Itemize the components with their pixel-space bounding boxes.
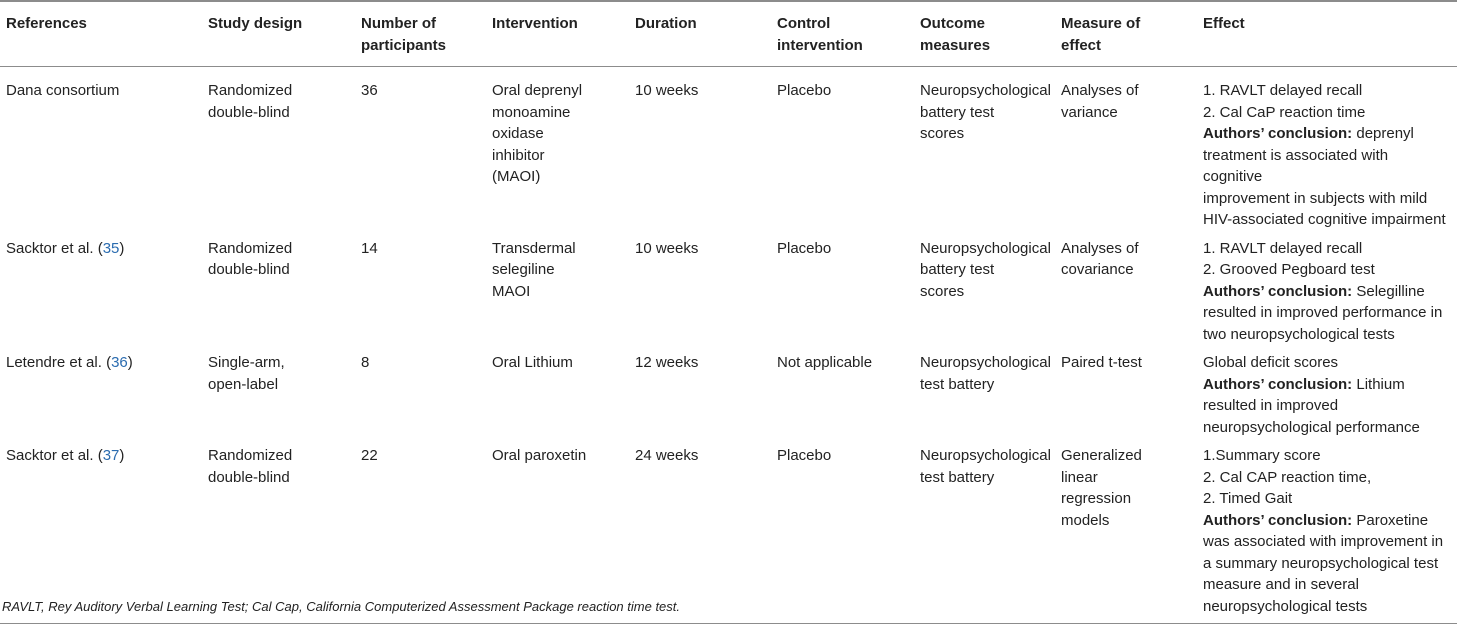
cell-outcome-measures: Neuropsychological battery test scores [920, 82, 1051, 142]
cell-control-intervention: Placebo [771, 440, 914, 624]
cell-outcome-measures: Neuropsychological test battery [914, 440, 1055, 624]
cell-study-design: Randomized double-blind [202, 440, 355, 624]
cell-control-intervention: Not applicable [777, 354, 873, 371]
table-row [0, 440, 1457, 624]
table-footnote: RAVLT, Rey Auditory Verbal Learning Test; Cal Cap, California Computerized Assessment Package reaction time test. [2, 599, 681, 614]
reference-link-35[interactable]: 35 [102, 239, 120, 257]
conclusion-label: Authors’ conclusion: [1203, 511, 1353, 529]
cell-measure-of-effect: Generalized linear regression models [1055, 440, 1197, 624]
cell-reference: Dana consortium [6, 82, 120, 99]
cell-duration: 10 weeks [635, 82, 699, 99]
cell-participants: 36 [361, 82, 378, 99]
cell-control-intervention: Placebo [777, 239, 832, 257]
cell-measure-of-effect: Paired t-test [1061, 354, 1142, 371]
conclusion-label: Authors’ conclusion: [1203, 282, 1353, 300]
cell-duration: 24 weeks [629, 440, 771, 624]
reference-link-36[interactable]: 36 [111, 354, 128, 371]
cell-reference: Sacktor et al. (35) [6, 239, 125, 257]
cell-outcome-measures: Neuropsychological battery test scores [920, 239, 1051, 300]
cell-control-intervention: Placebo [777, 82, 832, 99]
header-intervention: Intervention [486, 2, 629, 67]
table-row [0, 67, 1457, 233]
table-header-row [0, 2, 1457, 67]
cell-effect: 1. RAVLT delayed recall 2. Grooved Pegboard test Authors’ conclusion: Selegilline resulted in improved performance in two neuropsychological tests [1203, 239, 1443, 343]
cell-duration: 10 weeks [635, 239, 699, 257]
table-row [0, 233, 1457, 348]
cell-study-design: Randomized double-blind [208, 239, 293, 278]
header-outcome-measures: Outcome measures [914, 2, 1055, 67]
reference-link-37[interactable]: 37 [102, 447, 120, 464]
header-references: References [0, 2, 202, 67]
header-duration: Duration [629, 2, 771, 67]
cell-study-design: Single-arm, open-label [208, 354, 285, 393]
header-effect: Effect [1197, 2, 1457, 67]
header-control-intervention: Control intervention [771, 2, 914, 67]
cell-effect: 1. RAVLT delayed recall 2. Cal CaP reaction time Authors’ conclusion: deprenyl treatment is associated with cognitive improvement in subjects with mild HIV-associated cognitive impairment [1203, 82, 1446, 228]
header-number-of-participants: Number of participants [355, 2, 486, 67]
cell-effect: Global deficit scores Authors’ conclusion: Lithium resulted in improved neuropsychological performance [1203, 354, 1420, 436]
cell-effect: 1.Summary score 2. Cal CAP reaction time, 2. Timed Gait Authors’ conclusion: Paroxetine was associated with improvement in a summary neuropsychological test measure and in several neuropsychological tests [1197, 440, 1457, 624]
cell-participants: 14 [361, 239, 378, 257]
cell-participants: 22 [355, 440, 486, 624]
cell-reference: Sacktor et al. (37) [0, 440, 202, 624]
cell-intervention: Oral paroxetin [486, 440, 629, 624]
cell-measure-of-effect: Analyses of covariance [1061, 239, 1139, 278]
cell-study-design: Randomized double-blind [208, 82, 293, 121]
cell-intervention: Transdermal selegiline MAOI [492, 239, 576, 300]
studies-table [0, 2, 1457, 624]
cell-participants: 8 [361, 354, 370, 371]
conclusion-label: Authors’ conclusion: [1203, 375, 1353, 393]
conclusion-label: Authors’ conclusion: [1203, 125, 1353, 142]
cell-intervention: Oral deprenyl monoamine oxidase inhibitor (MAOI) [492, 82, 583, 185]
cell-intervention: Oral Lithium [492, 354, 573, 371]
cell-duration: 12 weeks [635, 354, 699, 371]
cell-reference: Letendre et al. (36) [6, 354, 133, 371]
cell-outcome-measures: Neuropsychological test battery [920, 354, 1051, 393]
table-row [0, 347, 1457, 440]
header-measure-of-effect: Measure of effect [1055, 2, 1197, 67]
cell-measure-of-effect: Analyses of variance [1061, 82, 1139, 121]
header-study-design: Study design [202, 2, 355, 67]
